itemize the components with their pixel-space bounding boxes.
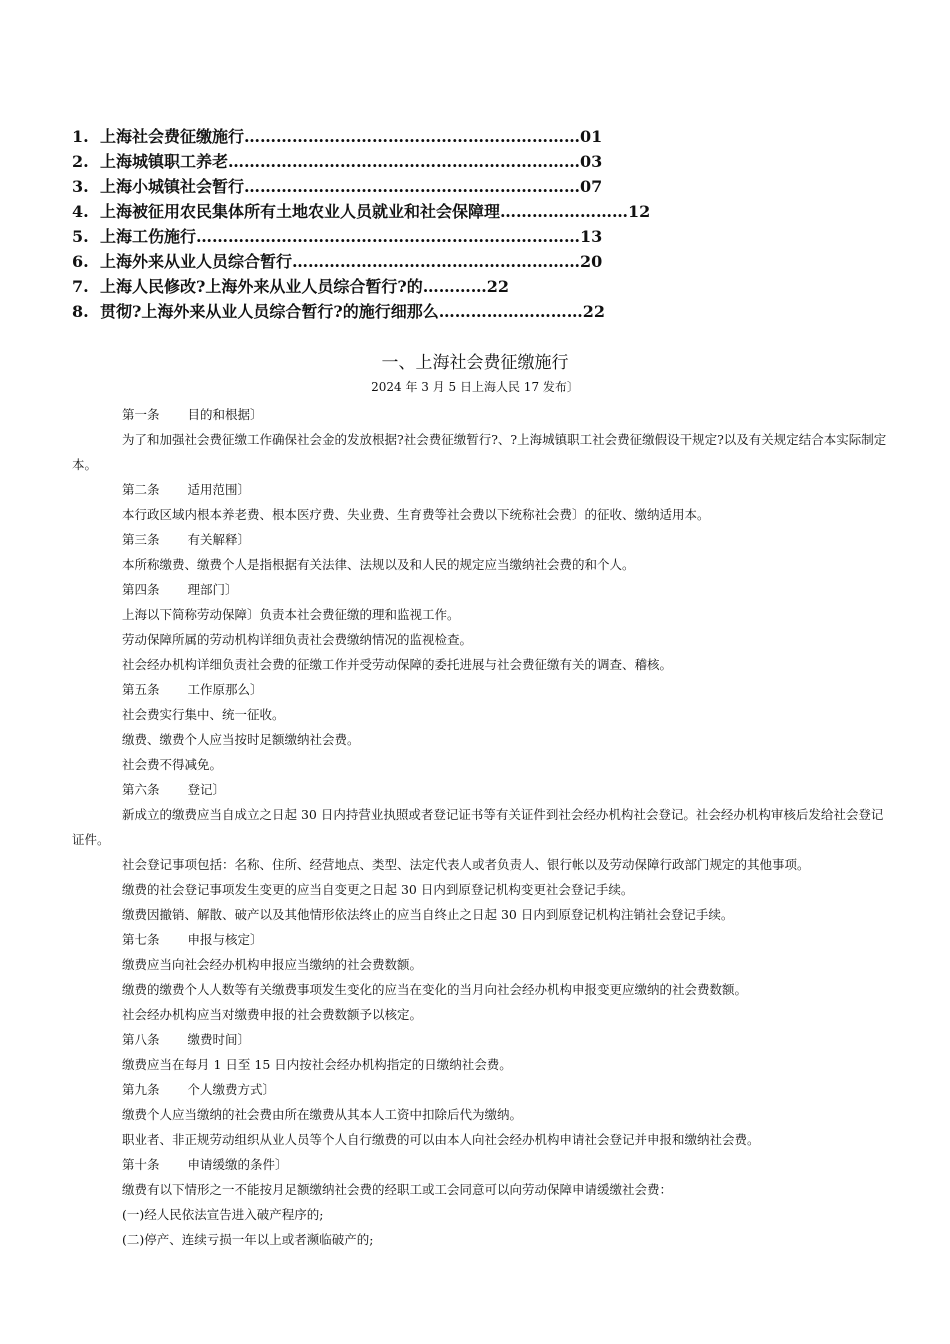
article-paragraph: 社会经办机构详细负责社会费的征缴工作并受劳动保障的委托进展与社会费征缴有关的调查、稽核。 bbox=[122, 657, 673, 672]
toc-item-number: 4. bbox=[72, 202, 89, 221]
article-title: 缴费时间〕 bbox=[187, 1032, 251, 1047]
article-paragraph: 社会费实行集中、统一征收。 bbox=[122, 707, 285, 722]
toc-item-number: 8. bbox=[72, 302, 89, 321]
toc-item[interactable] bbox=[72, 299, 792, 324]
toc-item-text: 上海社会费征缴施行………………………………………………………01 bbox=[100, 127, 603, 146]
article-paragraph: (一)经人民依法宣告进入破产程序的; bbox=[122, 1207, 324, 1222]
article-label: 第九条 bbox=[122, 1082, 160, 1097]
article-paragraph: 缴费有以下情形之一不能按月足额缴纳社会费的经职工或工会同意可以向劳动保障申请缓缴社会费： bbox=[122, 1182, 673, 1197]
toc-item-text: 贯彻?上海外来从业人员综合暂行?的施行细那么………………………22 bbox=[100, 302, 606, 321]
toc-item[interactable] bbox=[72, 224, 792, 249]
article-paragraph: 缴费应当在每月 1 日至 15 日内按社会经办机构指定的日缴纳社会费。 bbox=[122, 1057, 512, 1072]
article-paragraph: 劳动保障所属的劳动机构详细负责社会费缴纳情况的监视检查。 bbox=[122, 632, 473, 647]
document-body bbox=[72, 402, 892, 1252]
article-heading bbox=[72, 677, 892, 702]
article-title: 登记〕 bbox=[187, 782, 226, 797]
toc-item-number: 1. bbox=[72, 127, 89, 146]
article-label: 第一条 bbox=[122, 407, 160, 422]
section-heading: 一、上海社会费征缴施行 bbox=[381, 353, 569, 373]
article-paragraph: 缴费的社会登记事项发生变更的应当自变更之日起 30 日内到原登记机构变更社会登记手续。 bbox=[122, 882, 634, 897]
toc-item-text: 上海被征用农民集体所有土地农业人员就业和社会保障理……………………12 bbox=[100, 202, 651, 221]
article-label: 第六条 bbox=[122, 782, 160, 797]
article-heading bbox=[72, 1077, 892, 1102]
toc-item[interactable] bbox=[72, 199, 792, 224]
article-label: 第五条 bbox=[122, 682, 160, 697]
toc-item[interactable] bbox=[72, 274, 792, 299]
article-title: 有关解释〕 bbox=[187, 532, 251, 547]
article-paragraph: 缴费应当向社会经办机构申报应当缴纳的社会费数额。 bbox=[122, 957, 423, 972]
article-paragraph: 社会经办机构应当对缴费申报的社会费数额予以核定。 bbox=[122, 1007, 423, 1022]
article-label: 第八条 bbox=[122, 1032, 160, 1047]
article-heading bbox=[72, 1152, 892, 1177]
toc-item[interactable] bbox=[72, 124, 792, 149]
article-heading bbox=[72, 1027, 892, 1052]
article-heading bbox=[72, 577, 892, 602]
toc-item-number: 5. bbox=[72, 227, 89, 246]
article-heading bbox=[72, 402, 892, 427]
article-paragraph: 职业者、非正规劳动组织从业人员等个人自行缴费的可以由本人向社会经办机构申请社会登记并申报和缴纳社会费。 bbox=[122, 1132, 760, 1147]
article-label: 第七条 bbox=[122, 932, 160, 947]
toc-item-text: 上海工伤施行………………………………………………………………13 bbox=[100, 227, 603, 246]
article-paragraph: 上海以下简称劳动保障〕负责本社会费征缴的理和监视工作。 bbox=[122, 607, 460, 622]
article-paragraph: 新成立的缴费应当自成立之日起 30 日内持营业执照或者登记证书等有关证件到社会经办机构社会登记。社会经办机构审核后发给社会登记证件。 bbox=[72, 807, 884, 847]
toc-item[interactable] bbox=[72, 174, 792, 199]
article-paragraph: 为了和加强社会费征缴工作确保社会金的发放根据?社会费征缴暂行?、?上海城镇职工社会费征缴假设干规定?以及有关规定结合本实际制定本。 bbox=[72, 432, 887, 472]
article-heading bbox=[72, 477, 892, 502]
article-label: 第四条 bbox=[122, 582, 160, 597]
article-paragraph: 缴费因撤销、解散、破产以及其他情形依法终止的应当自终止之日起 30 日内到原登记机构注销社会登记手续。 bbox=[122, 907, 734, 922]
toc-item-text: 上海城镇职工养老…………………………………………………………03 bbox=[100, 152, 603, 171]
article-paragraph: 本行政区域内根本养老费、根本医疗费、失业费、生育费等社会费以下统称社会费〕的征收、缴纳适用本。 bbox=[122, 507, 710, 522]
toc-item-number: 6. bbox=[72, 252, 89, 271]
toc-item-number: 2. bbox=[72, 152, 89, 171]
article-title: 理部门〕 bbox=[187, 582, 238, 597]
article-paragraph: 缴费的缴费个人人数等有关缴费事项发生变化的应当在变化的当月向社会经办机构申报变更应缴纳的社会费数额。 bbox=[122, 982, 748, 997]
toc-item-text: 上海人民修改?上海外来从业人员综合暂行?的…………22 bbox=[100, 277, 510, 296]
article-paragraph: 缴费个人应当缴纳的社会费由所在缴费从其本人工资中扣除后代为缴纳。 bbox=[122, 1107, 523, 1122]
article-title: 申请缓缴的条件〕 bbox=[187, 1157, 288, 1172]
section-subtitle: 2024 年 3 月 5 日上海人民 17 发布〕 bbox=[371, 380, 579, 394]
article-heading bbox=[72, 527, 892, 552]
toc-item-text: 上海小城镇社会暂行………………………………………………………07 bbox=[100, 177, 603, 196]
toc-item-text: 上海外来从业人员综合暂行………………………………………………20 bbox=[100, 252, 603, 271]
article-heading bbox=[72, 927, 892, 952]
article-label: 第十条 bbox=[122, 1157, 160, 1172]
toc-item[interactable] bbox=[72, 249, 792, 274]
article-paragraph: (二)停产、连续亏损一年以上或者濒临破产的; bbox=[122, 1232, 374, 1247]
table-of-contents bbox=[72, 124, 792, 324]
article-title: 个人缴费方式〕 bbox=[187, 1082, 276, 1097]
article-title: 适用范围〕 bbox=[187, 482, 251, 497]
article-label: 第二条 bbox=[122, 482, 160, 497]
article-title: 工作原那么〕 bbox=[187, 682, 263, 697]
article-paragraph: 社会登记事项包括：名称、住所、经营地点、类型、法定代表人或者负责人、银行帐以及劳动保障行政部门规定的其他事项。 bbox=[122, 857, 810, 872]
article-title: 申报与核定〕 bbox=[187, 932, 263, 947]
article-paragraph: 社会费不得减免。 bbox=[122, 757, 223, 772]
toc-item-number: 7. bbox=[72, 277, 89, 296]
article-heading bbox=[72, 777, 892, 802]
toc-item[interactable] bbox=[72, 149, 792, 174]
article-paragraph: 本所称缴费、缴费个人是指根据有关法律、法规以及和人民的规定应当缴纳社会费的和个人。 bbox=[122, 557, 635, 572]
article-title: 目的和根据〕 bbox=[187, 407, 263, 422]
article-label: 第三条 bbox=[122, 532, 160, 547]
article-paragraph: 缴费、缴费个人应当按时足额缴纳社会费。 bbox=[122, 732, 360, 747]
toc-item-number: 3. bbox=[72, 177, 89, 196]
